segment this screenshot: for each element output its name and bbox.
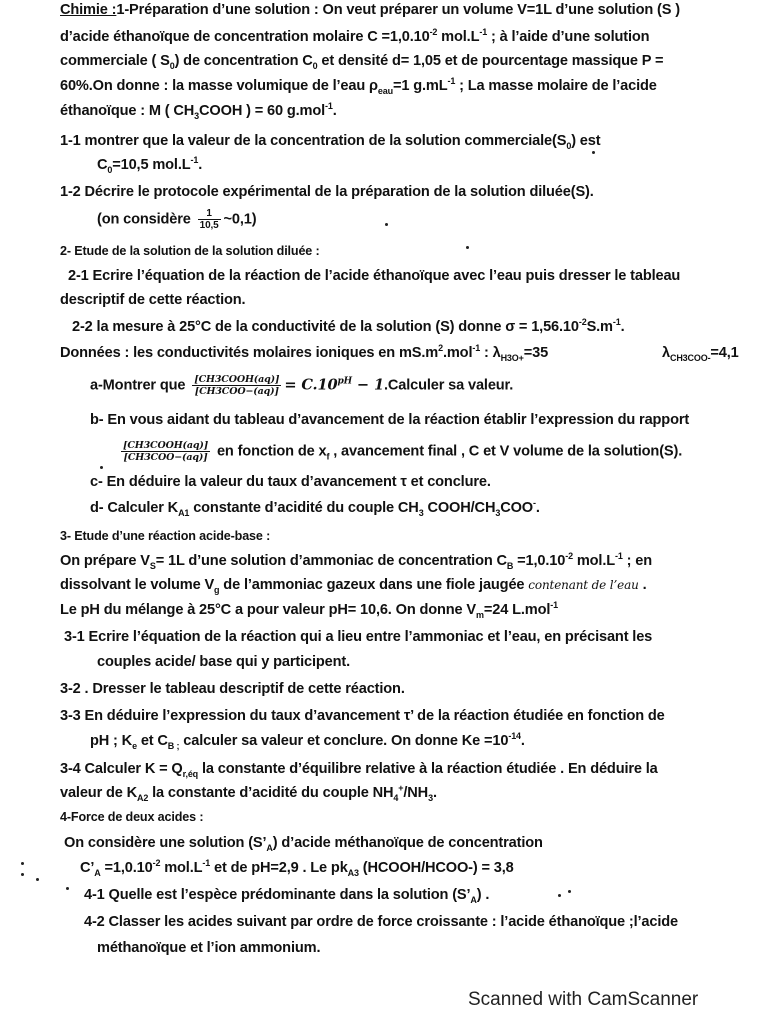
text-line bbox=[97, 652, 350, 672]
superscript: -1 bbox=[190, 155, 199, 166]
subscript: m bbox=[476, 609, 484, 620]
superscript: -2 bbox=[152, 858, 161, 869]
text-run: 4-1 Quelle est l’espèce prédominante dans la solution (S’ bbox=[84, 887, 471, 903]
text-line bbox=[118, 440, 682, 463]
subscript: 3 bbox=[194, 110, 200, 121]
text-run: 2- Etude de la solution de la solution diluée : bbox=[60, 244, 320, 258]
text-run: = C.10 bbox=[284, 376, 338, 394]
superscript: pH bbox=[337, 376, 352, 387]
question-3-2 bbox=[60, 679, 405, 699]
text-run: . bbox=[332, 103, 337, 119]
text-run: 3- Etude d’une réaction acide-base : bbox=[60, 529, 271, 543]
subscript: B ; bbox=[167, 740, 180, 751]
text-line bbox=[97, 208, 256, 231]
text-run: S.m bbox=[586, 319, 613, 335]
text-run: COO bbox=[500, 500, 533, 516]
text-run: 3-4 Calculer K = Q bbox=[60, 761, 183, 777]
text-run: − 1 bbox=[352, 376, 384, 394]
text-line bbox=[60, 51, 663, 71]
fraction-numerator: 1 bbox=[198, 208, 221, 220]
text-run: . bbox=[520, 733, 525, 749]
text-line bbox=[60, 290, 245, 310]
question-3-1 bbox=[64, 627, 652, 647]
text-run: . bbox=[198, 157, 203, 173]
fraction bbox=[198, 208, 221, 231]
question-4-1 bbox=[84, 885, 489, 905]
text-run: = 1L d’une solution d’ammoniac de concentration C bbox=[155, 553, 507, 569]
text-run: 1-1 montrer que la valeur de la concentration de la solution commerciale(S bbox=[60, 133, 567, 149]
text-run: , avancement final , C et V volume de la solution(S). bbox=[329, 443, 683, 460]
text-run: éthanoïque : M ( CH bbox=[60, 103, 195, 119]
text-run: =24 L.mol bbox=[483, 602, 551, 618]
superscript: -1 bbox=[612, 317, 621, 328]
text-run: b- En vous aidant du tableau d’avancement de la réaction établir l’expression du rapport bbox=[90, 412, 690, 428]
text-run: descriptif de cette réaction. bbox=[60, 292, 246, 308]
fraction-numerator: [CH3COOH(aq)] bbox=[194, 374, 280, 385]
scan-speck bbox=[385, 223, 388, 226]
question-2-1 bbox=[68, 266, 680, 286]
fraction-denominator: [CH3COO−(aq)] bbox=[194, 386, 279, 397]
text-line bbox=[60, 600, 558, 620]
scan-speck bbox=[568, 890, 571, 893]
scan-speck bbox=[558, 894, 561, 897]
subscript: 0 bbox=[566, 140, 572, 151]
text-run: . bbox=[535, 500, 540, 516]
scan-speck bbox=[466, 246, 469, 249]
text-line bbox=[97, 155, 202, 175]
superscript: -2 bbox=[429, 27, 438, 38]
text-run: 2-1 Ecrire l’équation de la réaction de l’acide éthanoïque avec l’eau puis dresser le tableau bbox=[68, 268, 681, 284]
text-run: commerciale ( S bbox=[60, 53, 170, 69]
text-run: =35 bbox=[523, 345, 549, 361]
section-3-heading bbox=[60, 526, 270, 546]
text-run: .mol bbox=[442, 345, 473, 361]
text-run: d’acide éthanoïque de concentration molaire C =1,0.10 bbox=[60, 29, 430, 45]
subscript: eau bbox=[377, 85, 393, 96]
text-run: et densité d= 1,05 et de pourcentage massique P = bbox=[317, 53, 664, 69]
question-4-2 bbox=[84, 912, 678, 932]
text-run: : λ bbox=[480, 345, 501, 361]
section-2-heading bbox=[60, 241, 320, 261]
text-run: Le pH du mélange à 25°C a pour valeur pH= 10,6. On donne V bbox=[60, 602, 477, 618]
fraction-numerator: [CH3COOH(aq)] bbox=[123, 440, 209, 451]
question-2-2 bbox=[72, 317, 625, 337]
text-line bbox=[60, 343, 548, 363]
fraction-denominator: 10,5 bbox=[199, 220, 219, 231]
text-run: =10,5 mol.L bbox=[112, 157, 191, 173]
text-run: méthanoïque et l’ion ammonium. bbox=[97, 940, 321, 956]
text-run: la constante d’équilibre relative à la réaction étudiée . En déduire la bbox=[198, 761, 658, 777]
superscript: -1 bbox=[472, 343, 481, 354]
handwritten-note: contenant de l’eau bbox=[528, 578, 639, 592]
text-run: de l’ammoniac gazeux dans une fiole jaugée bbox=[219, 577, 529, 593]
text-line bbox=[662, 343, 739, 363]
fraction-denominator: [CH3COO−(aq)] bbox=[123, 452, 208, 463]
superscript: -1 bbox=[447, 76, 456, 87]
subscript: 0 bbox=[107, 164, 113, 175]
subscript: A3 bbox=[347, 867, 359, 878]
text-run: ; en bbox=[622, 553, 652, 569]
question-2-2-c bbox=[90, 472, 491, 492]
superscript: -1 bbox=[550, 600, 558, 611]
text-run: constante d’acidité du couple CH bbox=[189, 500, 419, 516]
text-run: et C bbox=[136, 733, 168, 749]
question-1-1 bbox=[60, 131, 600, 151]
subscript: CH3COO- bbox=[669, 352, 711, 363]
scan-speck bbox=[21, 873, 24, 876]
text-run: en fonction de x bbox=[213, 443, 327, 460]
subscript: B bbox=[506, 560, 514, 571]
text-run: 2-2 la mesure à 25°C de la conductivité de la solution (S) donne σ = 1,56.10 bbox=[72, 319, 579, 335]
text-run: C bbox=[97, 157, 108, 173]
text-run: mol.L bbox=[437, 29, 480, 45]
text-run: ) de concentration C bbox=[174, 53, 313, 69]
text-run: 4-2 Classer les acides suivant par ordre de force croissante : l’acide éthanoïque ;l’acide bbox=[84, 914, 679, 930]
subscript: 0 bbox=[169, 60, 175, 71]
text-run: COOH/CH bbox=[423, 500, 496, 516]
text-run: dissolvant le volume V bbox=[60, 577, 215, 593]
text-run: =1,0.10 bbox=[513, 553, 566, 569]
subscript: 3 bbox=[428, 792, 433, 803]
text-run: COOH ) = 60 g.mol bbox=[199, 103, 326, 119]
question-3-4 bbox=[60, 759, 658, 779]
text-run: 1-Préparation d’une solution : On veut préparer un volume V=1L d’une solution (S ) bbox=[116, 2, 680, 18]
text-run: mol.L bbox=[160, 860, 203, 876]
text-run: ~0,1) bbox=[223, 211, 257, 228]
text-line bbox=[60, 575, 647, 595]
text-run: pH ; K bbox=[90, 733, 133, 749]
question-2-2-a bbox=[90, 374, 513, 397]
subscript: 3 bbox=[418, 507, 424, 518]
text-line bbox=[60, 27, 649, 47]
text-run: λ bbox=[662, 345, 670, 361]
text-line bbox=[60, 783, 437, 803]
superscript: -1 bbox=[325, 101, 333, 112]
text-run: ; à l’aide d’une solution bbox=[487, 29, 650, 45]
subscript: A2 bbox=[137, 792, 149, 803]
text-run: 60%.On donne : la masse volumique de l’eau ρ bbox=[60, 78, 378, 94]
subscript: e bbox=[132, 740, 137, 751]
text-run: a-Montrer que bbox=[90, 377, 190, 394]
subscript: S bbox=[149, 560, 156, 571]
superscript: -1 bbox=[479, 27, 488, 38]
text-line bbox=[97, 938, 320, 958]
superscript: -14 bbox=[508, 731, 521, 742]
text-run: Données : les conductivités molaires ioniques en mS.m bbox=[60, 345, 439, 361]
text-run: ) . bbox=[476, 887, 490, 903]
text-run: valeur de K bbox=[60, 785, 138, 801]
text-run: C’ bbox=[80, 860, 95, 876]
scan-speck bbox=[100, 466, 103, 469]
question-3-3 bbox=[60, 706, 665, 726]
text-run: 1-2 Décrire le protocole expérimental de la préparation de la solution diluée(S). bbox=[60, 184, 594, 200]
text-run: (on considère bbox=[97, 211, 195, 228]
subscript: 3 bbox=[495, 507, 501, 518]
text-run: 3-3 En déduire l’expression du taux d’avancement τ’ de la réaction étudiée en fonction de bbox=[60, 708, 665, 724]
text-run: /NH bbox=[403, 785, 429, 801]
question-2-2-b bbox=[90, 410, 689, 430]
superscript: -2 bbox=[565, 551, 573, 562]
text-line bbox=[60, 551, 652, 571]
text-run: couples acide/ base qui y participent. bbox=[97, 654, 351, 670]
scan-speck bbox=[66, 887, 69, 890]
superscript: - bbox=[533, 498, 536, 509]
text-run: et de pH=2,9 . Le pk bbox=[210, 860, 348, 876]
text-run: . bbox=[620, 319, 625, 335]
scan-speck bbox=[36, 878, 39, 881]
text-run: Chimie : bbox=[60, 2, 117, 18]
subscript: A bbox=[94, 867, 101, 878]
text-run: On considère une solution (S’ bbox=[64, 835, 267, 851]
superscript: -2 bbox=[578, 317, 587, 328]
superscript: -1 bbox=[202, 858, 211, 869]
text-line bbox=[80, 858, 514, 878]
text-run: mol.L bbox=[572, 553, 616, 569]
text-run: calculer sa valeur et conclure. On donne Ke =10 bbox=[179, 733, 509, 749]
text-run: .Calculer sa valeur. bbox=[383, 377, 514, 394]
question-2-2-d bbox=[90, 498, 540, 518]
text-run: =1,0.10 bbox=[100, 860, 153, 876]
text-run: la constante d’acidité du couple NH bbox=[148, 785, 394, 801]
text-line bbox=[90, 731, 525, 751]
subscript: g bbox=[214, 584, 220, 595]
subscript: f bbox=[326, 451, 330, 462]
superscript: 2 bbox=[438, 343, 443, 354]
subscript: 4 bbox=[393, 792, 399, 803]
text-run: . bbox=[432, 785, 437, 801]
text-run: 4-Force de deux acides : bbox=[60, 810, 204, 824]
subscript: H3O+ bbox=[500, 352, 524, 363]
text-run: ; La masse molaire de l’acide bbox=[455, 78, 657, 94]
text-run: 3-1 Ecrire l’équation de la réaction qui a lieu entre l’ammoniac et l’eau, en précisant les bbox=[64, 629, 653, 645]
text-line bbox=[60, 101, 337, 121]
text-line bbox=[60, 76, 657, 96]
text-run: d- Calculer K bbox=[90, 500, 179, 516]
text-run: c- En déduire la valeur du taux d’avancement τ et conclure. bbox=[90, 474, 491, 490]
text-run: 3-2 . Dresser le tableau descriptif de cette réaction. bbox=[60, 681, 405, 697]
superscript: + bbox=[398, 783, 404, 794]
text-run: =1 g.mL bbox=[392, 78, 448, 94]
text-line bbox=[64, 833, 543, 853]
subscript: A bbox=[266, 842, 273, 853]
text-run: ) est bbox=[571, 133, 601, 149]
text-run: On prépare V bbox=[60, 553, 150, 569]
scan-speck bbox=[592, 151, 595, 154]
subscript: A1 bbox=[178, 507, 190, 518]
section-4-heading bbox=[60, 807, 203, 827]
subscript: 0 bbox=[312, 60, 318, 71]
fraction bbox=[192, 374, 281, 397]
text-run: =4,1 bbox=[710, 345, 739, 361]
subscript: A bbox=[470, 894, 477, 905]
text-run: ) d’acide méthanoïque de concentration bbox=[272, 835, 543, 851]
scan-speck bbox=[21, 862, 24, 865]
fraction bbox=[121, 440, 210, 463]
scanner-watermark: Scanned with CamScanner bbox=[468, 989, 699, 1010]
line-chimie-title bbox=[60, 0, 680, 20]
text-run: (HCOOH/HCOO-) = 3,8 bbox=[358, 860, 514, 876]
text-run: . bbox=[638, 577, 647, 593]
question-1-2 bbox=[60, 182, 594, 202]
superscript: -1 bbox=[615, 551, 623, 562]
subscript: r,éq bbox=[182, 768, 199, 779]
